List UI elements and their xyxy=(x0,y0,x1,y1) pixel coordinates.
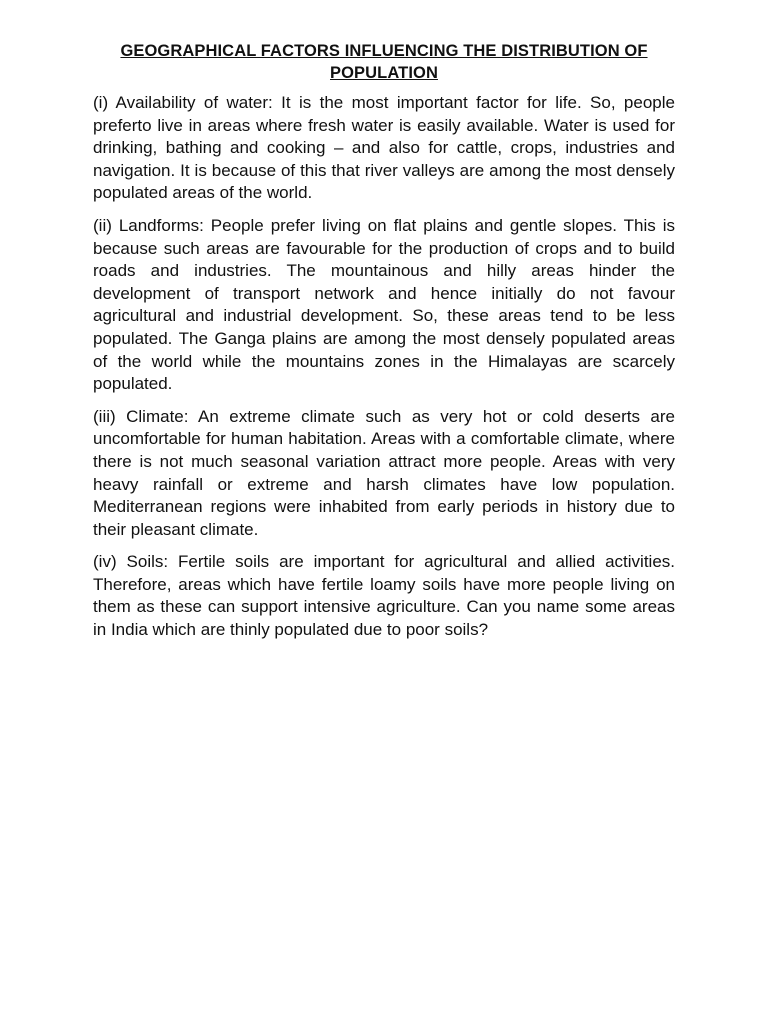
document-title: GEOGRAPHICAL FACTORS INFLUENCING THE DISTRIBUTION OF POPULATION xyxy=(120,42,648,82)
paragraph-soils: (iv) Soils: Fertile soils are important for agricultural and allied activities. Therefore, areas which have fertile loamy soils have more people living on them as these can support intensive agriculture. Can you name some areas in India which are thinly populated due to poor soils? xyxy=(93,552,675,640)
paragraph-landforms: (ii) Landforms: People prefer living on flat plains and gentle slopes. This is because such areas are favourable for the production of crops and to build roads and industries. The mountainous and hilly areas hinder the development of transport network and hence initially do not favour agricultural and industrial development. So, these areas tend to be less populated. The Ganga plains are among the most densely populated areas of the world while the mountains zones in the Himalayas are scarcely populated. xyxy=(93,215,675,394)
paragraph-water: (i) Availability of water: It is the most important factor for life. So, people preferto live in areas where fresh water is easily available. Water is used for drinking, bathing and cooking – and also for cattle, crops, industries and navigation. It is because of this that river valleys are among the most densely populated areas of the world. xyxy=(93,93,675,203)
document-page xyxy=(93,40,675,652)
paragraph-climate: (iii) Climate: An extreme climate such as very hot or cold deserts are uncomfortable for human habitation. Areas with a comfortable climate, where there is not much seasonal variation attract more people. Areas with very heavy rainfall or extreme and harsh climates have low population. Mediterranean regions were inhabited from early periods in history due to their pleasant climate. xyxy=(93,406,675,539)
